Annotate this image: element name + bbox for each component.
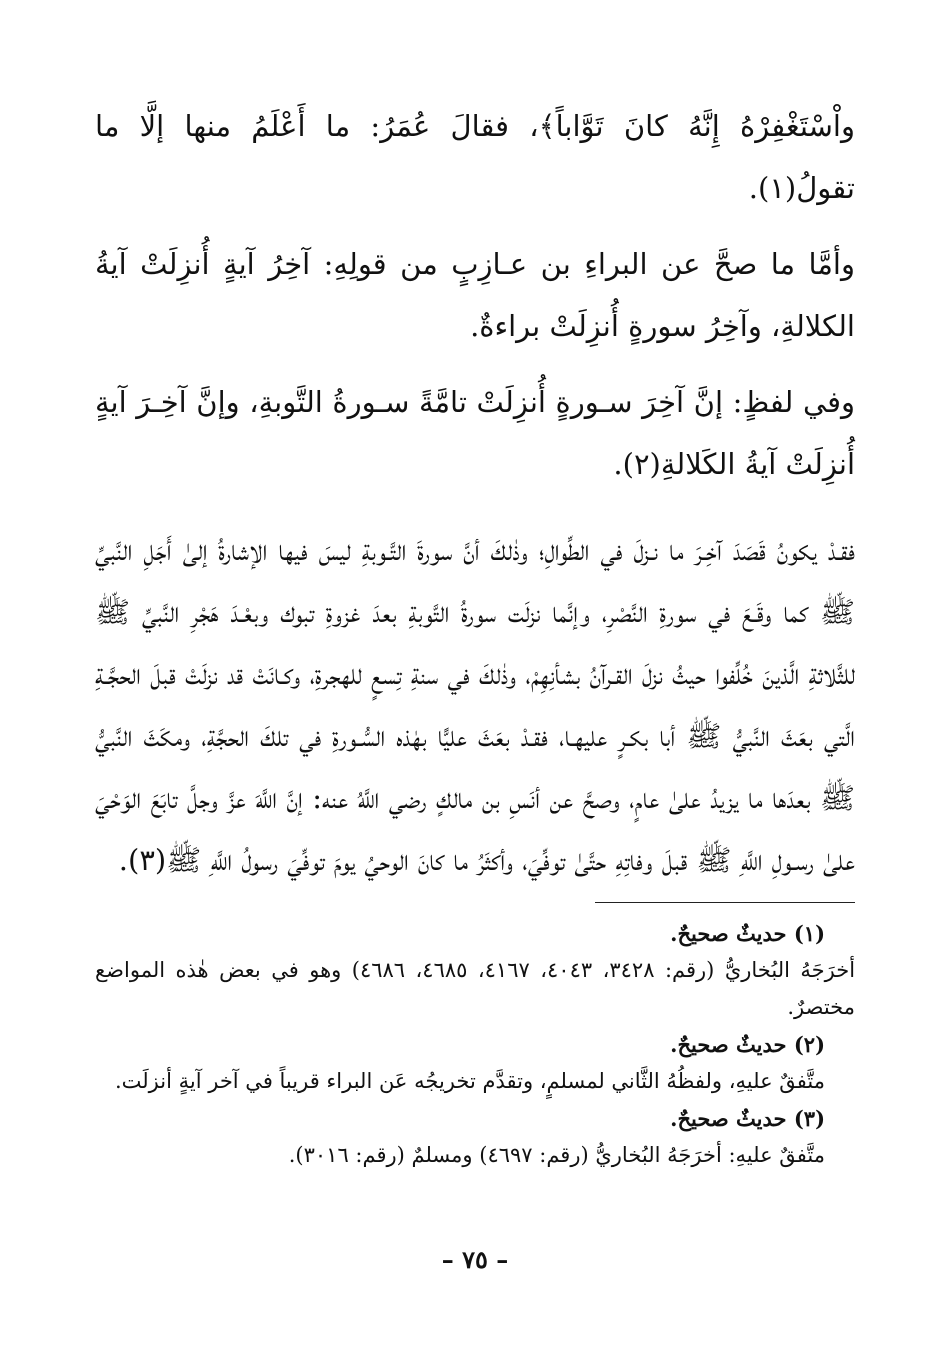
footnotes (95, 915, 855, 1174)
footnote-1-text: أخرَجَهُ البُخاريُّ (رقم: ٣٤٢٨، ٤٠٤٣، ٤١٦٧، ٤٦٨٥، ٤٦٨٦) وهو في بعض هٰذه المواضع مختصرٌ. (95, 958, 856, 1019)
footnote-3-text: متَّفقٌ عليهِ: أخرَجَهُ البُخاريُّ (رقم: ٤٦٩٧) ومسلمٌ (رقم: ٣٠١٦). (288, 1143, 825, 1167)
paragraph-1: واْسْتَغْفِرْهُ إِنَّهُ كانَ تَوَّاباً﴾، فقالَ عُمَرُ: ما أَعْلَمُ منها إلَّا ما تقولُ(١). (95, 109, 855, 205)
footnote-3-heading: (٣) حديثٌ صحيحٌ. (670, 1106, 825, 1131)
footnote-2-heading: (٢) حديثٌ صحيحٌ. (670, 1032, 825, 1057)
footnote-separator (595, 902, 855, 903)
paragraph-2: وأمَّا ما صحَّ عن البراءِ بن عـازِبٍ من قولِهِ: آخِرُ آيةٍ أُنزِلَتْ آيةُ الكلالةِ، وآخِرُ سورةٍ أُنزِلَتْ براءةٌ. (95, 247, 855, 343)
paragraph-3: وفي لفظٍ: إنَّ آخِرَ سـورةٍ أُنزِلَتْ تامَّةً سـورةُ التَّوبةِ، وإنَّ آخِـرَ آيةٍ أُنزِلَتْ آيةُ الكَلالةِ(٢). (95, 385, 855, 481)
main-text (95, 95, 855, 891)
footnote-1-heading: (١) حديثٌ صحيحٌ. (670, 921, 825, 946)
footnote-2-text: متَّفقٌ عليهِ، ولفظُهُ الثَّاني لمسلمٍ، وتقدَّم تخريجُه عَن البراء قريباً في آخر آيةٍ أنزلَت. (114, 1069, 825, 1093)
page-number: – ٧٥ – (441, 1245, 509, 1274)
paragraph-4: فقـدْ يكونُ قَصَدَ آخِـرَ ما نـزلَ في الطِّوالِ؛ وذٰلكَ أنَّ سورةَ التَّـوبةِ ليسَ فيها الإشارةُ إلىٰ أَجَلِ النَّبيِّ ﷺ كما وقَـعَ في سورةِ النَّصْرِ، وإنَّما نزلَت سورةُ التَّوبةِ بعدَ غزوةِ تبوك وبعْـدَ هَجْرِ النَّبيِّ ﷺ للثَّلاثةِ الَّذينَ خُلِّفوا حيثُ نزلَ القـرآنُ بشأنِهِمْ، وذٰلكَ في سنةِ تِسعٍ للهجرةِ، وكـانَتْ قد نزلَتْ قبلَ الحجَّـةِ الَّتي بعَثَ النَّبيُّ ﷺ أبا بكـرٍ عليهـا، فقـدْ بعَثَ عليًّا بهٰذه السُّـورةِ في تلكَ الحجَّةِ، ومكَثَ النَّبيُّ ﷺ بعدَها ما يزيدُ علىٰ عامٍ، وصحَّ عن أنَسِ بن مالكٍ رضي اللَّهُ عنه: إنَّ اللَّهَ عزَّ وجلَّ تابَعَ الوَحْيَ علىٰ رسـولِ اللَّهِ ﷺ قبلَ وفاتِهِ حتَّىٰ توفِّيَ، وأكثَرُ ما كانَ الوحيُ يومَ توفِّيَ رسولُ اللَّهِ ﷺ(٣). (95, 533, 855, 877)
